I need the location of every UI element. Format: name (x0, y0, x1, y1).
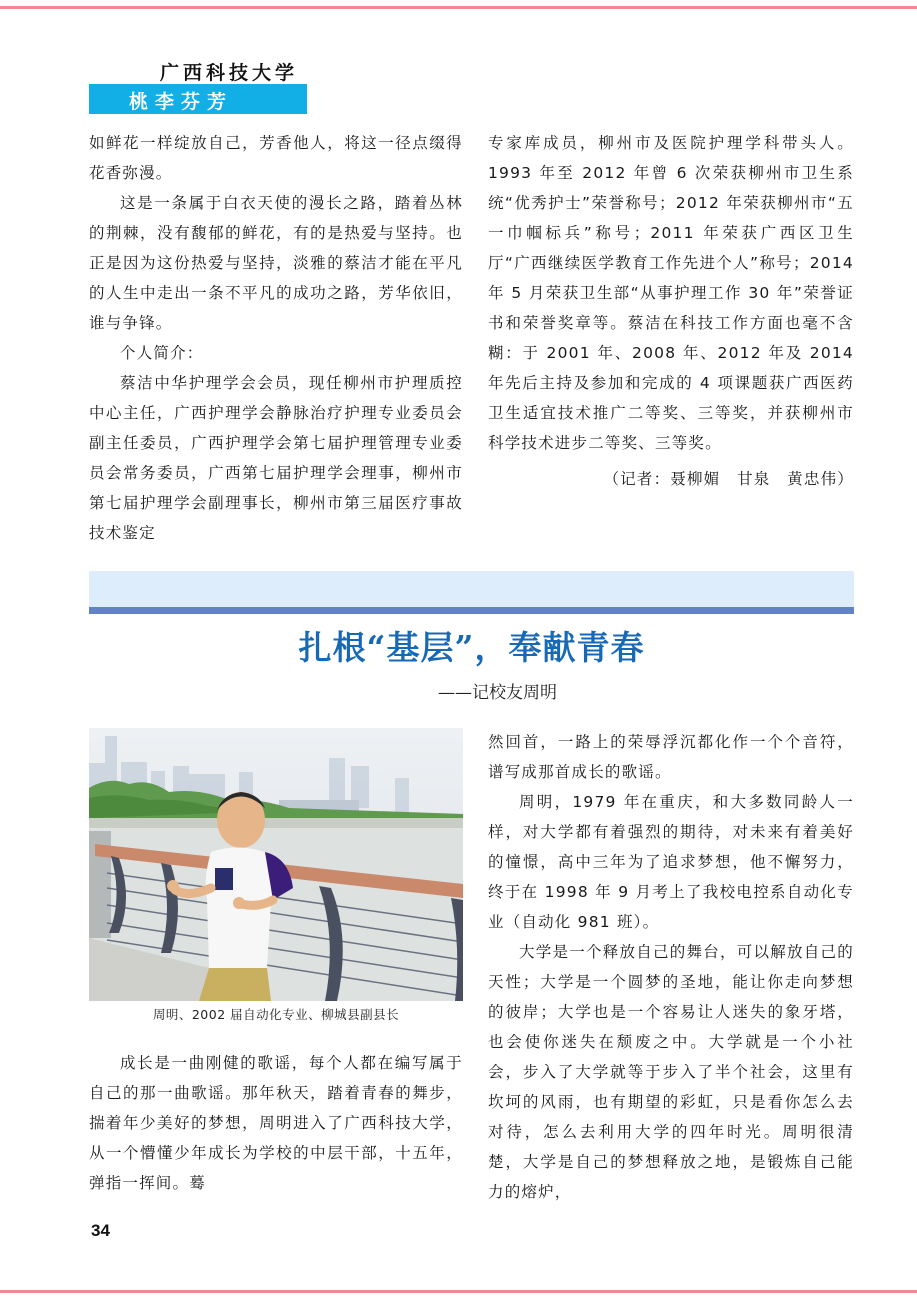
article-banner (89, 571, 854, 607)
paragraph: 然回首，一路上的荣辱浮沉都化作一个个音符，谱写成那首成长的歌谣。 (488, 733, 854, 781)
paragraph: 大学是一个释放自己的舞台，可以解放自己的天性；大学是一个圆梦的圣地，能让你走向梦想的彼岸；大学也是一个容易让人迷失的象牙塔，也会使你迷失在颓废之中。大学就是一个小社会，步入了大学就等于步入了半个社会，这里有坎坷的风雨，也有期望的彩虹，只是看你怎么去对待，怎么去利用大学的四年时光。周明很清楚，大学是自己的梦想释放之地，是锻炼自己能力的熔炉， (488, 943, 854, 1201)
article-left-column (89, 1048, 463, 1198)
column-name-bar (89, 84, 307, 114)
article-photo (89, 728, 463, 1001)
photo-caption: 周明、2002 届自动化专业、柳城县副县长 (152, 1007, 400, 1022)
paragraph: 如鲜花一样绽放自己，芳香他人，将这一径点缀得花香弥漫。 (89, 134, 463, 182)
paragraph: 蔡洁中华护理学会会员，现任柳州市护理质控中心主任，广西护理学会静脉治疗护理专业委员会副主任委员，广西护理学会第七届护理管理专业委员会常务委员，广西第七届护理学会理事，柳州市第七届护理学会副理事长，柳州市第三届医疗事故技术鉴定 (89, 374, 463, 542)
previous-article-left-column (89, 128, 463, 548)
paragraph: 成长是一曲刚健的歌谣，每个人都在编写属于自己的那一曲歌谣。那年秋天，踏着青春的舞步，揣着年少美好的梦想，周明进入了广西科技大学，从一个懵懂少年成长为学校的中层干部，十五年，弹指一挥间。蓦 (89, 1054, 463, 1192)
top-rule (0, 6, 917, 9)
paragraph: 专家库成员，柳州市及医院护理学科带头人。1993 年至 2012 年曾 6 次荣获柳州市卫生系统“优秀护士”荣誉称号；2012 年荣获柳州市“五一巾帼标兵”称号；2011 年荣获广西区卫生厅“广西继续医学教育工作先进个人”称号；2014 年 5 月荣获卫生部“从事护理工作 30 年”荣誉证书和荣誉奖章等。蔡洁在科技工作方面也毫不含糊：于 2001 年、2008 年、2012 年及 2014 年先后主持及参加和完成的 4 项课题获广西医药卫生适宜技术推广二等奖、三等奖，并获柳州市科学技术进步二等奖、三等奖。 (488, 134, 854, 452)
column-name: 桃李芬芳 (129, 91, 234, 113)
byline: （记者：聂柳媚 甘泉 黄忠伟） (603, 470, 854, 488)
article-subtitle: ——记校友周明 (438, 683, 557, 703)
photo-illustration (89, 728, 463, 1001)
paragraph: 这是一条属于白衣天使的漫长之路，踏着丛林的荆棘，没有馥郁的鲜花，有的是热爱与坚持。也正是因为这份热爱与坚持，淡雅的蔡洁才能在平凡的人生中走出一条不平凡的成功之路，芳华依旧，谁与争锋。 (89, 194, 463, 332)
school-name: 广西科技大学 (160, 62, 299, 84)
article-banner-bar (89, 607, 854, 614)
bottom-rule (0, 1290, 917, 1293)
article-right-column (488, 727, 854, 1207)
paragraph: 周明，1979 年在重庆，和大多数同龄人一样，对大学都有着强烈的期待，对未来有着美好的憧憬，高中三年为了追求梦想，他不懈努力，终于在 1998 年 9 月考上了我校电控系自动化专业（自动化 981 班）。 (488, 793, 854, 931)
article-title: 扎根“基层”，奉献青春 (298, 628, 645, 667)
profile-heading: 个人简介： (120, 344, 204, 362)
page-number: 34 (91, 1221, 110, 1240)
previous-article-right-column (488, 128, 854, 494)
